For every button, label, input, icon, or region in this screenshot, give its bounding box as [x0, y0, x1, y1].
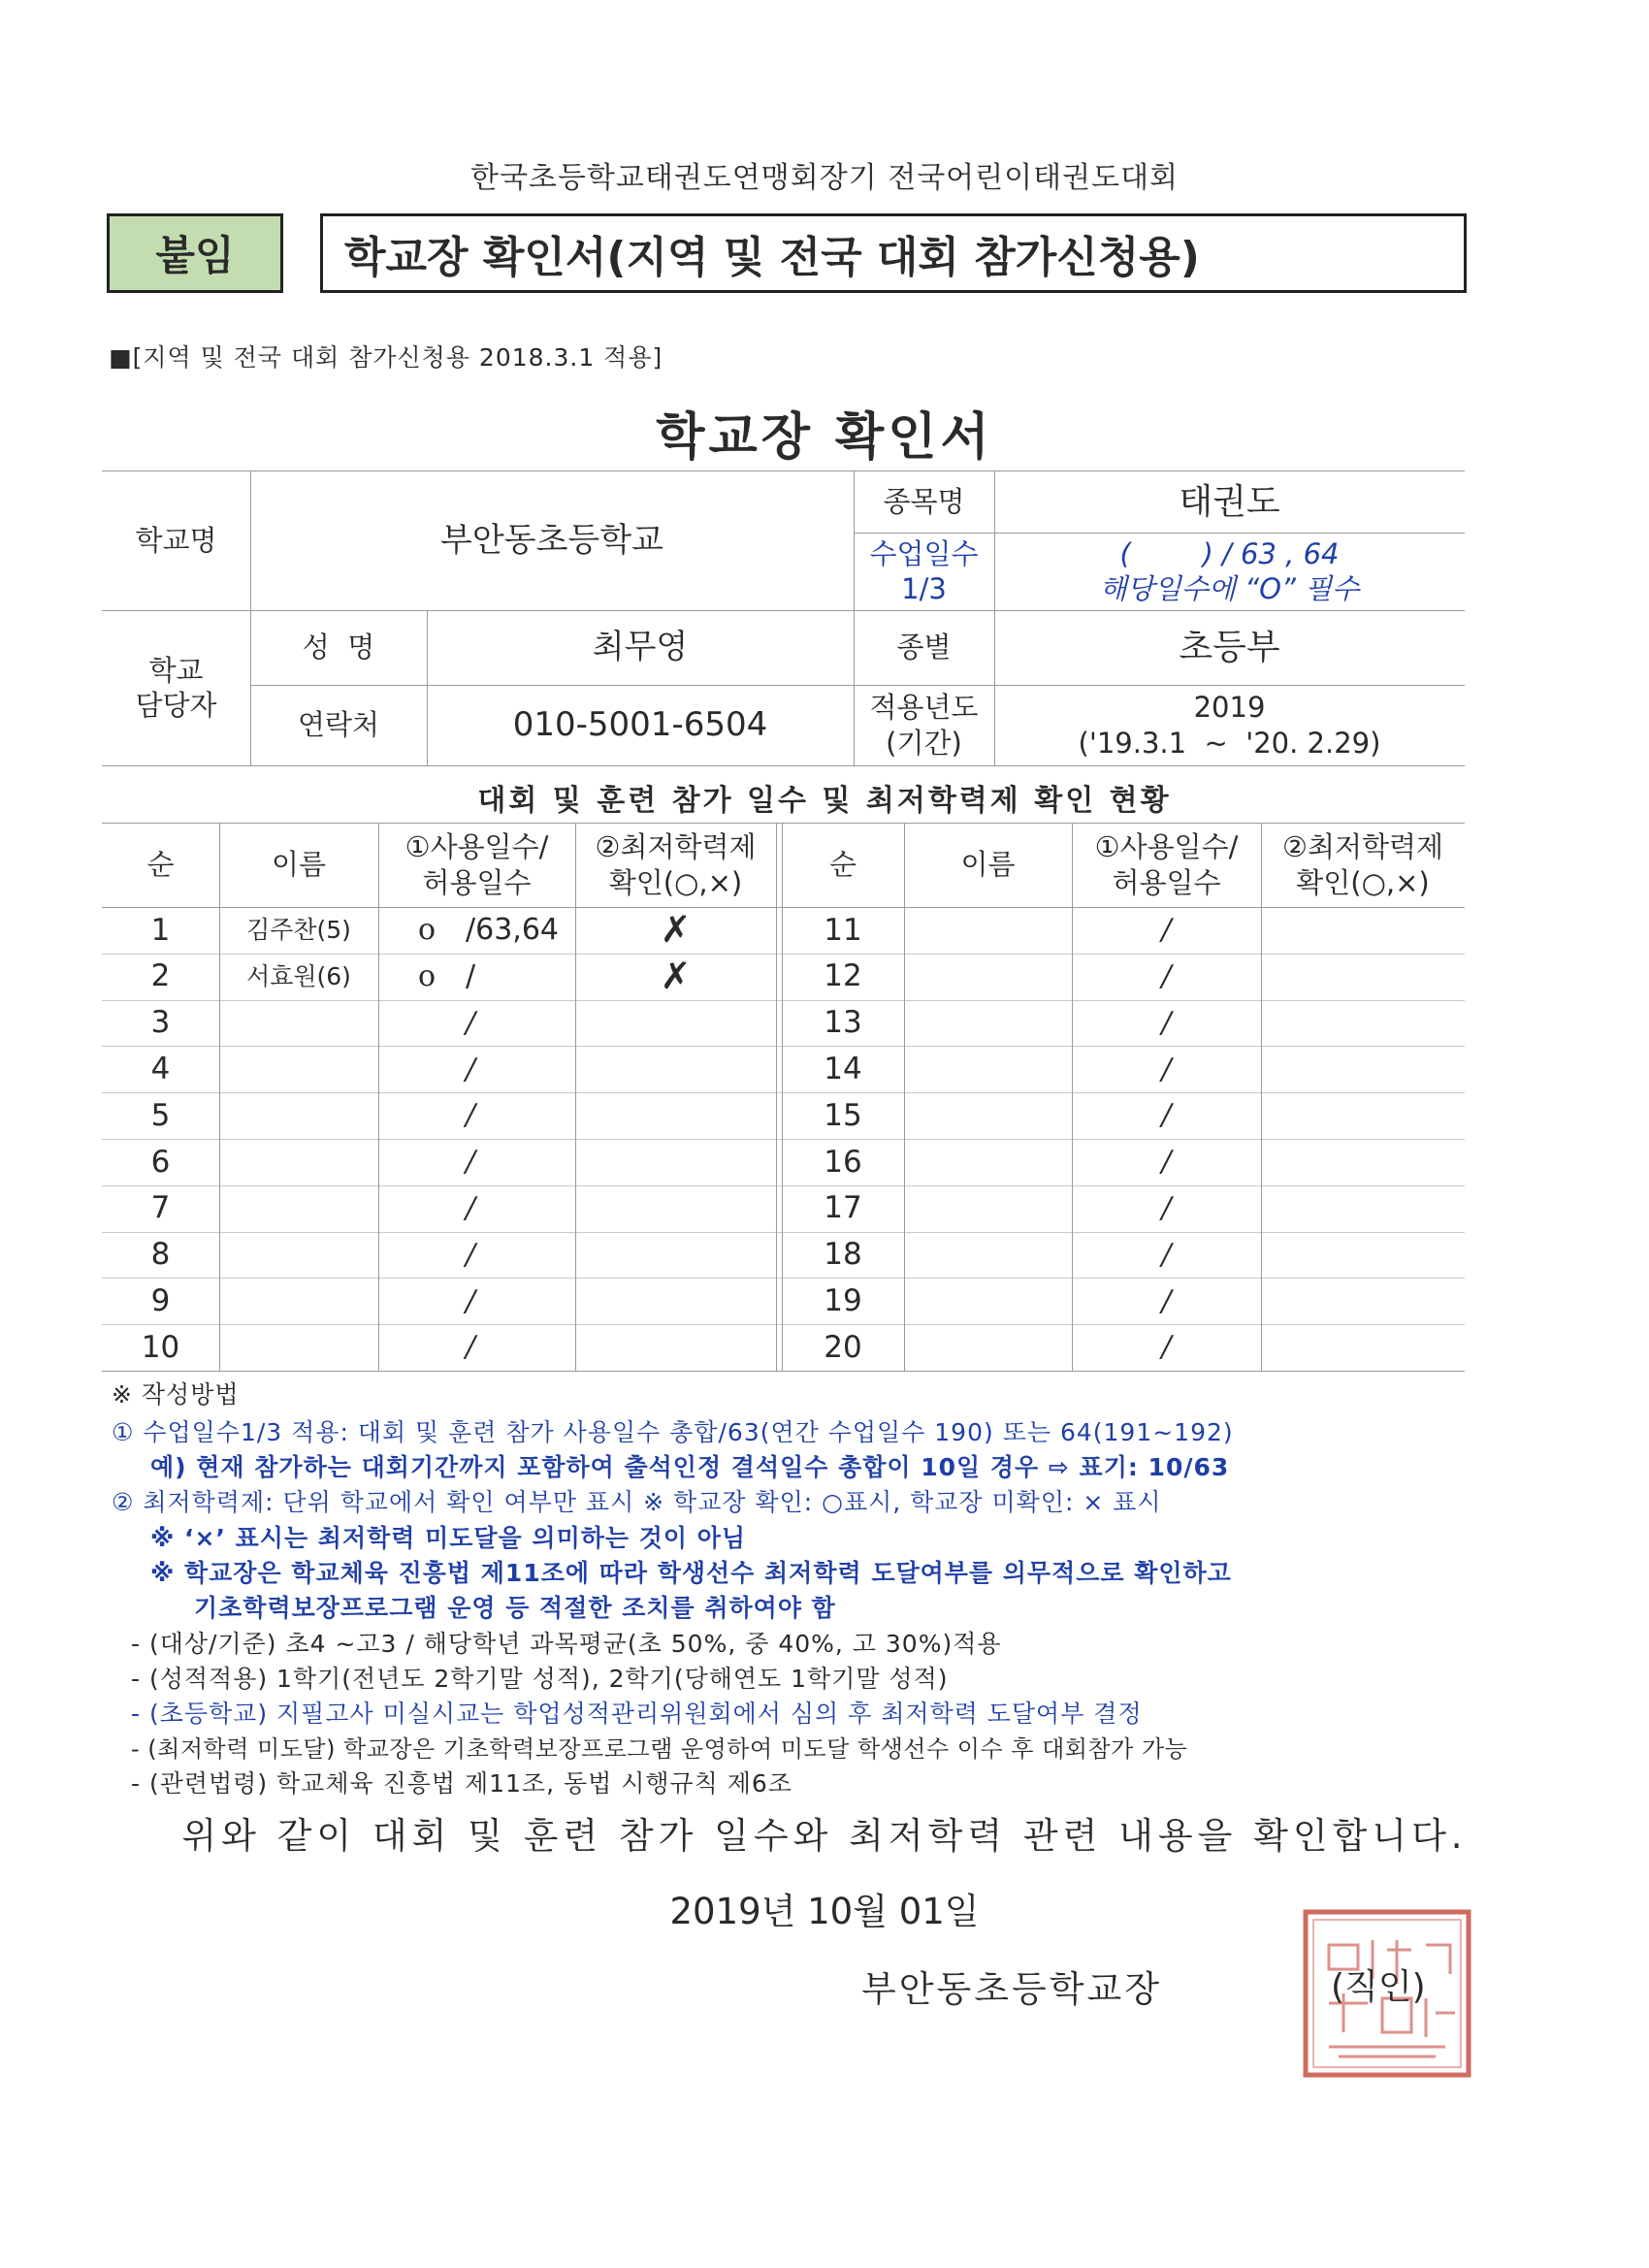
- athlete-name: 서효원(6): [246, 962, 351, 991]
- col-header-check-left-line-2: 확인(○,×): [608, 865, 743, 899]
- academic-check-mark: [575, 1232, 776, 1279]
- allowed-days: /: [466, 1190, 476, 1225]
- row-number: 6: [150, 1144, 171, 1180]
- used-days-mark: [403, 1232, 451, 1279]
- academic-check-mark: [1261, 1092, 1465, 1139]
- note-line-3: [112, 1483, 1162, 1518]
- sport-label: 종목명: [883, 484, 965, 518]
- row-number: 13: [824, 1005, 862, 1041]
- athlete-name: [219, 1278, 378, 1324]
- col-header-check-left-line-1: ②최저학력제: [595, 830, 757, 864]
- athlete-name: [904, 1000, 1072, 1047]
- note-line-5: ※ 학교장은 학교체육 진흥법 제11조에 따라 학생선수 최저학력 도달여부를 의무적으로 확인하고: [150, 1559, 1232, 1587]
- days-ratio: /: [1161, 1190, 1172, 1225]
- used-days-mark: [403, 1092, 451, 1139]
- row-number: 8: [150, 1237, 171, 1273]
- days-ratio: /: [1161, 958, 1172, 993]
- athlete-name: [219, 1046, 378, 1092]
- note-line-3-text: ② 최저학력제: 단위 학교에서 확인 여부만 표시 ※ 학교장 확인: ○표시, 학교장 미확인: × 표시: [112, 1488, 1162, 1516]
- academic-check-mark: [1261, 1232, 1465, 1279]
- row-number: 20: [824, 1329, 862, 1365]
- principal-title: 부안동초등학교장: [861, 1968, 1162, 2010]
- days-ratio: /: [1161, 1005, 1172, 1040]
- athlete-name: [904, 1232, 1072, 1279]
- row-number: 19: [824, 1282, 862, 1318]
- col-header-name-left: 이름: [271, 848, 327, 882]
- allowed-days: /: [466, 1098, 476, 1133]
- athlete-name: [904, 1046, 1072, 1092]
- academic-check-mark: [1261, 1185, 1465, 1232]
- used-days-mark: o: [417, 913, 436, 948]
- allowed-days: /: [466, 1005, 476, 1040]
- academic-check-mark: [575, 1278, 776, 1324]
- academic-check-mark: [575, 1000, 776, 1047]
- person-name-label: 성 명: [302, 631, 375, 664]
- days-ratio: /: [1161, 1145, 1172, 1180]
- used-days-mark: [403, 1185, 451, 1232]
- athlete-name: [219, 1324, 378, 1371]
- contact-group-label: [102, 610, 250, 765]
- academic-check-mark: [575, 1092, 776, 1139]
- row-number: 3: [150, 1005, 171, 1041]
- athlete-name: [904, 1278, 1072, 1324]
- contact-group-label-line-1: 학교: [148, 653, 204, 687]
- seal-label: (직인): [1331, 1967, 1426, 2007]
- signing-date: 2019년 10월 01일: [669, 1891, 980, 1932]
- col-header-check-right-line-1: ②최저학력제: [1281, 830, 1444, 864]
- col-header-days-right-line-2: 허용일수: [1112, 865, 1221, 899]
- academic-check-mark: ✗: [660, 954, 692, 997]
- attachment-tag: 붙임: [107, 213, 283, 293]
- athlete-name: [904, 1139, 1072, 1185]
- document-title: 학교장 확인서: [656, 408, 993, 467]
- academic-check-mark: [1261, 1324, 1465, 1371]
- athlete-name: [904, 907, 1072, 954]
- col-header-days-right: [1072, 823, 1261, 907]
- days-ratio: /: [1161, 1237, 1172, 1272]
- organizer-title: 한국초등학교태권도연맹회장기 전국어린이태권도대회: [469, 161, 1180, 195]
- athlete-name: [219, 1185, 378, 1232]
- academic-check-mark: [575, 1139, 776, 1185]
- row-number: 2: [150, 958, 171, 994]
- note-line-1: ① 수업일수1/3 적용: 대회 및 훈련 참가 사용일수 총합/63(연간 수업일수 190) 또는 64(191~192): [112, 1418, 1234, 1446]
- class-days-label-line-1: 수업일수: [869, 536, 979, 570]
- row-number: 18: [824, 1237, 862, 1273]
- row-number: 1: [150, 912, 171, 948]
- applied-year-label-line-2: (기간): [886, 726, 962, 760]
- col-header-no-right: 순: [828, 848, 857, 882]
- row-number: 17: [824, 1190, 862, 1226]
- col-header-no-left: 순: [146, 848, 175, 882]
- allowed-days: /63,64: [466, 913, 559, 948]
- class-days-label: [854, 533, 994, 610]
- applied-year: 2019: [1193, 691, 1266, 725]
- form-heading: 학교장 확인서(지역 및 전국 대회 참가신청용): [320, 213, 1467, 293]
- used-days-mark: [403, 1000, 451, 1047]
- note-line-9: - (초등학교) 지필고사 미실시교는 학업성적관리위원회에서 심의 후 최저학력 도달여부 결정: [131, 1700, 1143, 1728]
- academic-check-mark: [575, 1046, 776, 1092]
- academic-check-mark: [1261, 1000, 1465, 1047]
- school-name-value: 부안동초등학교: [440, 520, 663, 560]
- athlete-name: [219, 1232, 378, 1279]
- academic-check-mark: [1261, 1046, 1465, 1092]
- athlete-name: [904, 1185, 1072, 1232]
- academic-check-mark: ✗: [660, 908, 692, 952]
- col-header-check-right: [1261, 823, 1465, 907]
- applied-period: ('19.3.1 ~ '20. 2.29): [1078, 726, 1381, 760]
- allowed-days: /: [466, 1052, 476, 1086]
- athlete-name: [904, 1092, 1072, 1139]
- row-number: 7: [150, 1190, 171, 1226]
- academic-check-mark: [1261, 907, 1465, 954]
- attendance-section-title: 대회 및 훈련 참가 일수 및 최저학력제 확인 현황: [477, 784, 1172, 818]
- col-header-name-right: 이름: [960, 848, 1016, 882]
- col-header-days-left: [378, 823, 575, 907]
- col-header-check-left: [575, 823, 776, 907]
- note-line-4: ※ ‘×’ 표시는 최저학력 미도달을 의미하는 것이 아님: [150, 1524, 747, 1552]
- academic-check-mark: [575, 1185, 776, 1232]
- note-line-7: - (대상/기준) 초4 ~고3 / 해당학년 과목평균(초 50%, 중 40%, 고 30%)적용: [131, 1630, 1002, 1658]
- used-days-mark: [403, 1278, 451, 1324]
- days-ratio: /: [1161, 1052, 1172, 1086]
- phone-label: 연락처: [297, 708, 380, 742]
- note-line-2: 예) 현재 참가하는 대회기간까지 포함하여 출석인정 결석일수 총합이 10일 경우 ⇨ 표기: 10/63: [150, 1453, 1230, 1481]
- row-number: 11: [824, 912, 862, 948]
- note-line-11: - (관련법령) 학교체육 진흥법 제11조, 동법 시행규칙 제6조: [131, 1769, 792, 1798]
- row-number: 5: [150, 1097, 171, 1133]
- row-number: 14: [824, 1051, 862, 1086]
- phone-value: 010-5001-6504: [512, 705, 768, 745]
- confirmation-statement: 위와 같이 대회 및 훈련 참가 일수와 최저학력 관련 내용을 확인합니다.: [181, 1815, 1468, 1857]
- athlete-name: [219, 1092, 378, 1139]
- allowed-days: /: [466, 1330, 476, 1365]
- class-days-formula: ( ) / 63 , 64: [1119, 536, 1340, 570]
- allowed-days: /: [466, 958, 476, 993]
- row-number: 16: [824, 1144, 862, 1180]
- academic-check-mark: [575, 1324, 776, 1371]
- person-name-value: 최무영: [592, 628, 689, 667]
- athlete-name: [219, 1000, 378, 1047]
- athlete-name: [219, 1139, 378, 1185]
- athlete-name: [904, 1324, 1072, 1371]
- academic-check-mark: [1261, 954, 1465, 1000]
- applied-note: ■[지역 및 전국 대회 참가신청용 2018.3.1 적용]: [109, 343, 663, 372]
- days-ratio: /: [1161, 1283, 1172, 1318]
- applied-year-label-line-1: 적용년도: [869, 691, 979, 725]
- used-days-mark: [403, 1139, 451, 1185]
- row-number: 15: [824, 1097, 862, 1133]
- note-line-8: - (성적적용) 1학기(전년도 2학기말 성적), 2학기(당해연도 1학기말 성적): [131, 1665, 949, 1693]
- athlete-name: [904, 954, 1072, 1000]
- academic-check-mark: [1261, 1139, 1465, 1185]
- col-header-days-right-line-1: ①사용일수/: [1094, 830, 1239, 864]
- class-days-value: [994, 533, 1465, 610]
- notes-heading: ※ 작성방법: [112, 1380, 240, 1409]
- col-header-check-right-line-2: 확인(○,×): [1296, 865, 1430, 899]
- used-days-mark: [403, 1046, 451, 1092]
- school-name-label: 학교명: [135, 523, 217, 557]
- row-number: 12: [824, 958, 862, 994]
- days-ratio: /: [1161, 1330, 1172, 1365]
- allowed-days: /: [466, 1283, 476, 1318]
- row-number: 10: [141, 1329, 180, 1365]
- note-line-10: - (최저학력 미도달) 학교장은 기초학력보장프로그램 운영하여 미도달 학생선수 이수 후 대회참가 가능: [131, 1735, 1188, 1763]
- athlete-name: 김주찬(5): [246, 916, 351, 945]
- allowed-days: /: [466, 1237, 476, 1272]
- contact-group-label-line-2: 담당자: [135, 689, 217, 722]
- col-header-days-left-line-1: ①사용일수/: [404, 830, 549, 864]
- applied-year-value: [994, 685, 1465, 765]
- division-value: 초등부: [1179, 628, 1280, 667]
- days-ratio: /: [1161, 913, 1172, 948]
- allowed-days: /: [466, 1145, 476, 1180]
- class-days-label-line-2: 1/3: [901, 572, 947, 605]
- days-ratio: /: [1161, 1098, 1172, 1133]
- sport-value: 태권도: [1179, 481, 1280, 522]
- col-header-days-left-line-2: 허용일수: [422, 865, 532, 899]
- used-days-mark: [403, 1324, 451, 1371]
- class-days-hint: 해당일수에 “O” 필수: [1099, 572, 1360, 605]
- used-days-mark: o: [417, 958, 436, 993]
- division-label: 종별: [896, 631, 952, 664]
- academic-check-mark: [1261, 1278, 1465, 1324]
- note-line-6: 기초학력보장프로그램 운영 등 적절한 조치를 취하여야 함: [194, 1594, 836, 1622]
- row-number: 4: [150, 1051, 171, 1086]
- row-number: 9: [150, 1282, 171, 1318]
- applied-year-label: [854, 685, 994, 765]
